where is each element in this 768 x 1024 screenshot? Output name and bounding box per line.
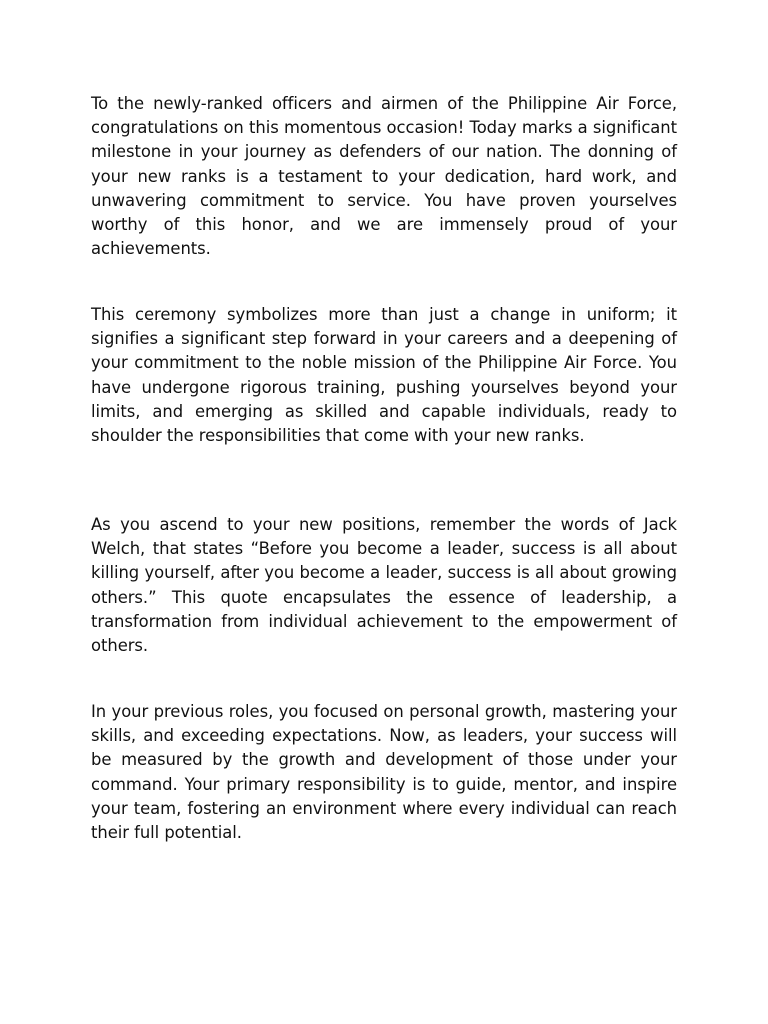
paragraph-congratulations: To the newly-ranked officers and airmen of the Philippine Air Force, congratulations on this momentous occasion! Today marks a significant milestone in your journey as defenders of our nation. The donning of your new ranks is a testament to your dedication, hard work, and unwavering commitment to service. You have proven yourselves worthy of this honor, and we are immensely proud of your achievements. [91,94,677,259]
paragraph-responsibility: In your previous roles, you focused on personal growth, mastering your skills, and exceeding expectations. Now, as leaders, your success will be measured by the growth and development of those under your command. Your primary responsibility is to guide, mentor, and inspire your team, fostering an environment where every individual can reach their full potential. [91,702,677,843]
paragraph-leadership-quote: As you ascend to your new positions, remember the words of Jack Welch, that states “Before you become a leader, success is all about killing yourself, after you become a leader, success is all about growing others.” This quote encapsulates the essence of leadership, a transformation from individual achievement to the empowerment of others. [91,515,677,656]
paragraph-ceremony: This ceremony symbolizes more than just a change in uniform; it signifies a significant step forward in your careers and a deepening of your commitment to the noble mission of the Philippine Air Force. You have undergone rigorous training, pushing yourselves beyond your limits, and emerging as skilled and capable individuals, ready to shoulder the responsibilities that come with your new ranks. [91,305,677,446]
